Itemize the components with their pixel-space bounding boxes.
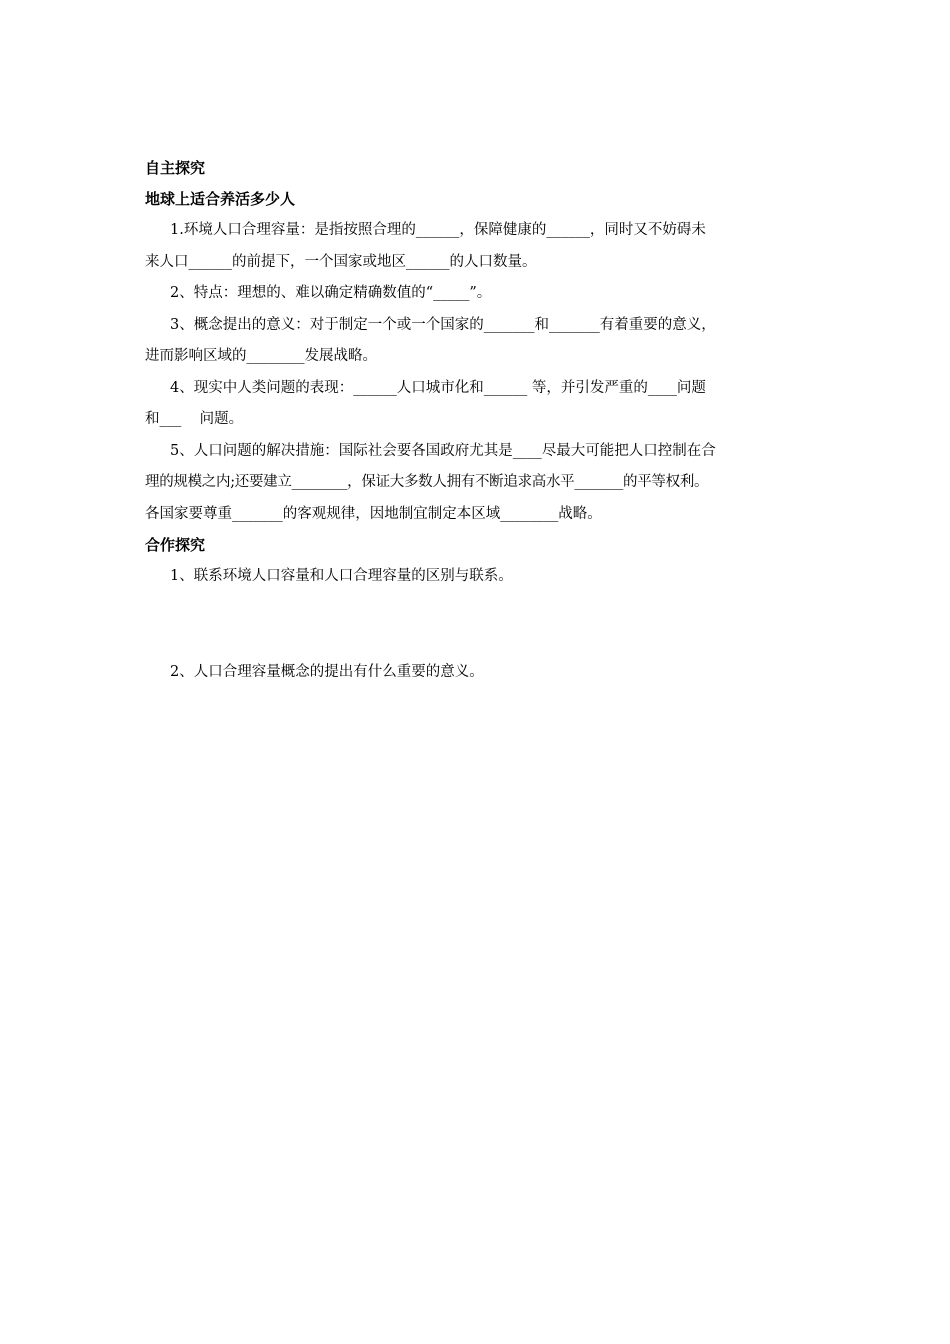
- answer-space: [145, 593, 805, 657]
- item-2-line-1: 2、特点：理想的、难以确定精确数值的“_____”。: [170, 285, 492, 301]
- item-1-line-2: 来人口______的前提下，一个国家或地区______的人口数量。: [145, 253, 537, 270]
- item-5-line-3: 各国家要尊重_______的客观规律，因地制宜制定本区域________战略。: [145, 505, 602, 522]
- section-heading-cooperation: 合作探究: [145, 536, 206, 554]
- item-5-line-2: 理的规模之内;还要建立________，保证大多数人拥有不断追求高水平_______的平等权利。: [145, 474, 709, 490]
- section-subheading: 地球上适合养活多少人: [145, 190, 296, 208]
- worksheet-content: [145, 153, 805, 688]
- item-4-line-1: 4、现实中人类问题的表现：______人口城市化和______ 等，并引发严重的____问题: [170, 379, 706, 396]
- item-3-line-1: 3、概念提出的意义：对于制定一个或一个国家的_______和_______有着重要的意义，: [170, 316, 716, 333]
- item-1-line-1: 1.环境人口合理容量：是指按照合理的______，保障健康的______，同时又不妨碍未: [170, 222, 706, 238]
- question-1: 1、联系环境人口容量和人口合理容量的区别与联系。: [170, 568, 513, 584]
- item-3-line-2: 进而影响区域的________发展战略。: [145, 348, 377, 364]
- item-5-line-1: 5、人口问题的解决措施：国际社会要各国政府尤其是____尽最大可能把人口控制在合: [170, 442, 716, 459]
- question-2: 2、人口合理容量概念的提出有什么重要的意义。: [170, 663, 484, 680]
- item-4-line-2: 和___ 问题。: [145, 411, 244, 427]
- section-heading-self-study: 自主探究: [145, 159, 206, 177]
